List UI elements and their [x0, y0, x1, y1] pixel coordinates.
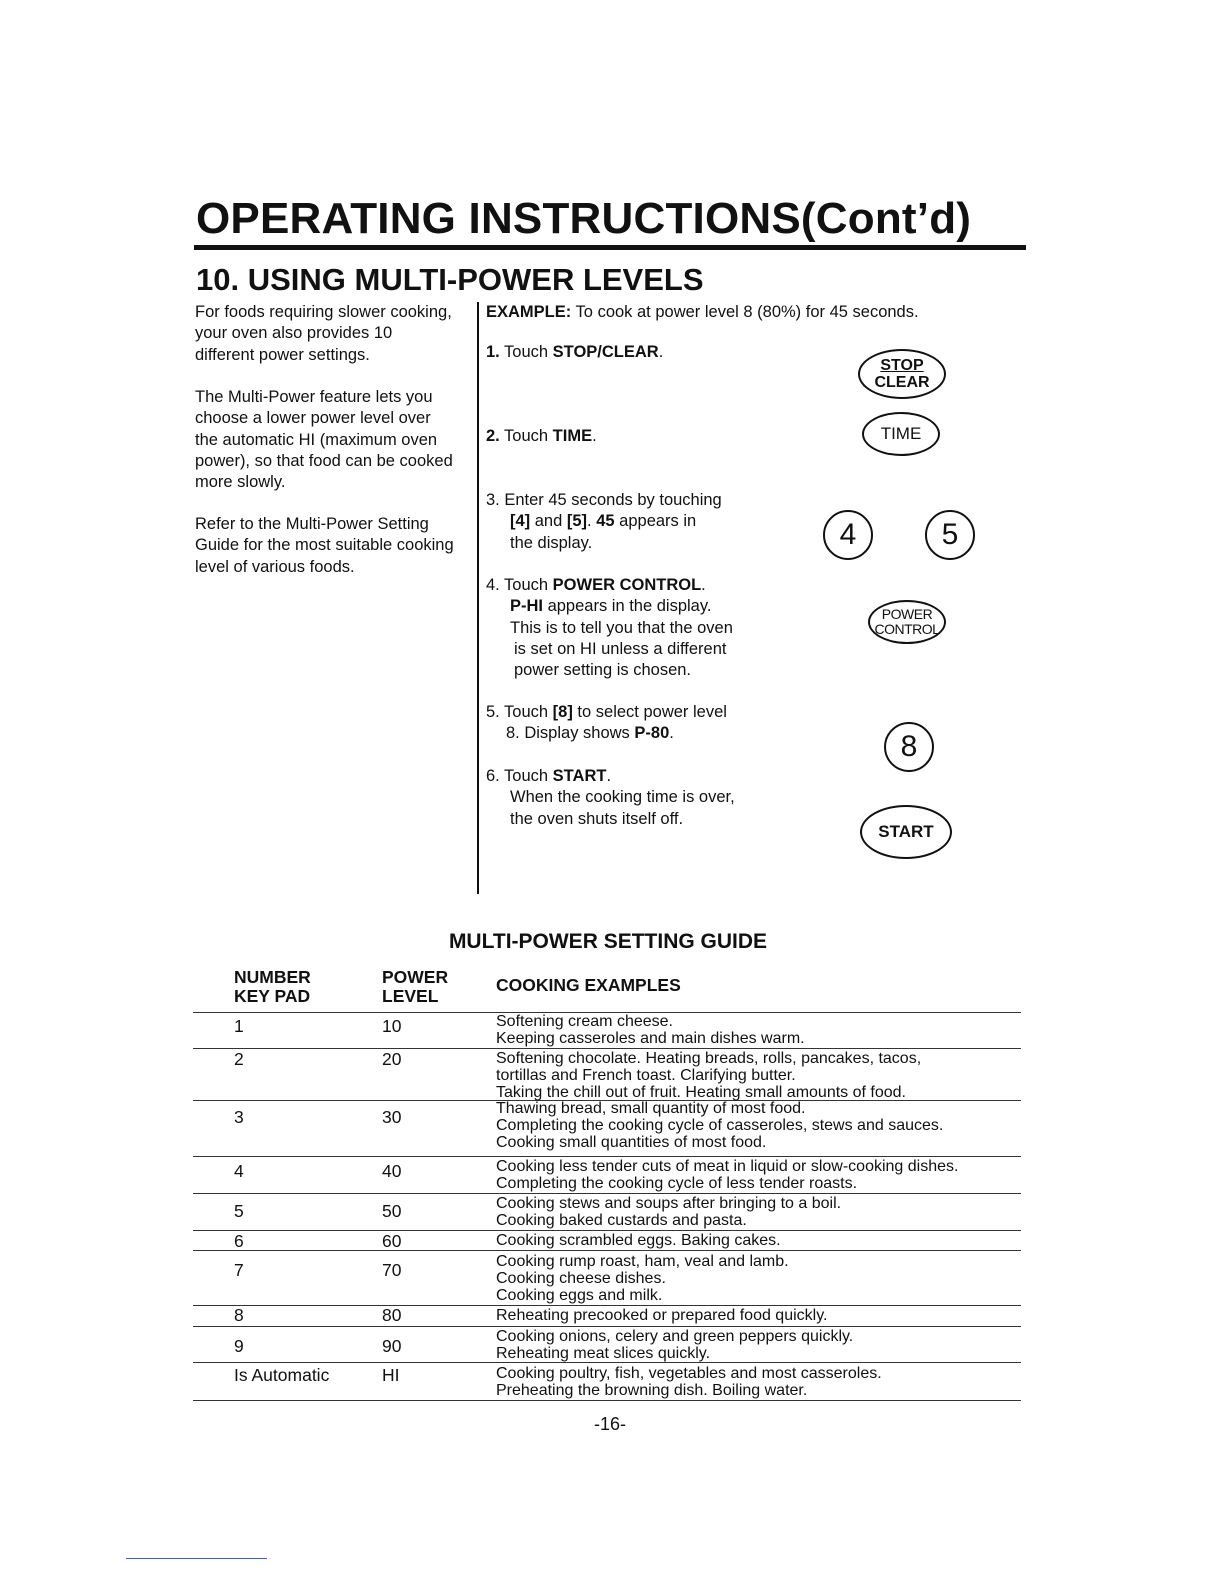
table-rule	[193, 1305, 1021, 1306]
start-key: START	[860, 805, 952, 859]
intro-line: The Multi-Power feature lets you	[195, 388, 433, 406]
step-line: power setting is chosen.	[514, 661, 692, 680]
number-key-5: 5	[925, 510, 975, 560]
row-key-pad: 1	[234, 1016, 244, 1036]
step-line: the display.	[510, 533, 593, 552]
stop-key-label: STOP	[880, 357, 924, 374]
step-text: 4. Touch	[486, 576, 553, 594]
intro-line: your oven also provides 10	[195, 324, 393, 343]
cooking-example-line: Cooking poultry, fish, vegetables and most casseroles.	[496, 1365, 882, 1382]
step-number: 2.	[486, 427, 500, 445]
intro-line: more slowly.	[195, 473, 286, 492]
row-power-level: 40	[382, 1161, 402, 1181]
intro-line: level of various foods.	[195, 557, 355, 576]
step-5	[486, 702, 727, 745]
power-control-key	[868, 600, 946, 644]
page-number	[0, 1414, 1224, 1435]
row-power-level: 90	[382, 1336, 402, 1356]
header-line: LEVEL	[382, 986, 439, 1006]
row-cooking-examples	[496, 1195, 1021, 1229]
section-title: 10. USING MULTI-POWER LEVELS	[196, 262, 704, 297]
page-title: OPERATING INSTRUCTIONS(Cont’d)	[196, 194, 972, 243]
row-key-pad: 2	[234, 1049, 244, 1069]
step-key-label: TIME	[552, 427, 593, 445]
intro-line: Refer to the Multi-Power Setting	[195, 515, 429, 533]
row-cooking-examples	[496, 1013, 1021, 1047]
step-line	[486, 511, 722, 532]
step-6	[486, 766, 735, 830]
table-rule	[193, 1230, 1021, 1231]
step-line: This is to tell you that the oven	[510, 618, 733, 637]
intro-paragraph-1	[195, 302, 485, 366]
step-text: 6. Touch	[486, 767, 553, 785]
step-key-label: START	[552, 767, 607, 785]
step-line	[486, 702, 727, 723]
cooking-example-line: Thawing bread, small quantity of most food.	[496, 1100, 806, 1117]
step-line	[486, 766, 735, 787]
row-cooking-examples	[496, 1158, 1021, 1192]
column-divider	[477, 302, 479, 894]
intro-paragraph-2	[195, 387, 485, 493]
intro-line: For foods requiring slower cooking,	[195, 303, 452, 321]
row-key-pad: 5	[234, 1201, 244, 1221]
step-line: the oven shuts itself off.	[510, 809, 684, 828]
table-rule	[193, 1156, 1021, 1157]
row-cooking-examples	[496, 1307, 1021, 1324]
table-rule	[193, 1362, 1021, 1363]
header-line: POWER	[382, 967, 449, 987]
step-4	[486, 575, 733, 681]
intro-paragraph-3	[195, 514, 485, 578]
intro-line: Guide for the most suitable cooking	[195, 536, 454, 555]
number-key-4: 4	[823, 510, 873, 560]
step-text: .	[592, 427, 597, 445]
clear-key-label: CLEAR	[874, 374, 930, 391]
step-3	[486, 490, 722, 554]
cooking-example-line: Cooking eggs and milk.	[496, 1287, 663, 1304]
step-key-label: STOP/CLEAR	[552, 343, 659, 361]
table-rule	[193, 1400, 1021, 1401]
cooking-example-line: Keeping casseroles and main dishes warm.	[496, 1030, 805, 1047]
step-display-value: P-80	[634, 724, 670, 743]
guide-title	[0, 930, 1224, 954]
cooking-example-line: Softening chocolate. Heating breads, rolls, pancakes, tacos,	[496, 1050, 922, 1067]
step-number: 1.	[486, 343, 500, 361]
header-line: NUMBER	[234, 967, 311, 987]
control-key-label: CONTROL	[874, 621, 940, 637]
step-text: .	[669, 724, 674, 743]
row-key-pad: 9	[234, 1336, 244, 1356]
row-cooking-examples	[496, 1050, 1021, 1101]
cooking-example-line: Cooking onions, celery and green peppers quickly.	[496, 1328, 854, 1345]
header-number-key-pad	[234, 968, 311, 1006]
step-text: .	[606, 767, 612, 785]
row-power-level: 10	[382, 1016, 402, 1036]
step-text: and	[530, 512, 567, 531]
step-text: to select power level	[572, 703, 727, 721]
intro-line: the automatic HI (maximum oven	[195, 430, 438, 449]
step-display-value: 45	[596, 512, 615, 531]
table-rule	[193, 1326, 1021, 1327]
cooking-example-line: Cooking baked custards and pasta.	[496, 1212, 747, 1229]
cooking-example-line: Taking the chill out of fruit. Heating small amounts of food.	[496, 1084, 906, 1101]
table-rule	[193, 1250, 1021, 1251]
example-label: EXAMPLE:	[486, 303, 572, 321]
stop-clear-key	[858, 349, 946, 399]
cooking-example-line: tortillas and French toast. Clarifying butter.	[496, 1067, 796, 1084]
header-cooking-examples: COOKING EXAMPLES	[496, 975, 681, 995]
row-power-level: HI	[382, 1365, 400, 1385]
row-key-pad: 7	[234, 1260, 244, 1280]
row-power-level: 70	[382, 1260, 402, 1280]
step-text: .	[658, 343, 664, 361]
step-line	[486, 575, 733, 596]
row-key-pad: 3	[234, 1107, 244, 1127]
step-text: .	[701, 576, 706, 594]
step-key-label: [8]	[552, 703, 573, 721]
cooking-example-line: Cooking rump roast, ham, veal and lamb.	[496, 1253, 789, 1270]
cooking-example-line: Cooking cheese dishes.	[496, 1270, 666, 1287]
row-cooking-examples	[496, 1253, 1021, 1304]
cooking-example-line: Cooking less tender cuts of meat in liquid or slow-cooking dishes.	[496, 1158, 959, 1175]
cooking-example-line: Softening cream cheese.	[496, 1013, 673, 1030]
row-power-level: 30	[382, 1107, 402, 1127]
row-power-level: 80	[382, 1305, 402, 1325]
step-text: 8. Display shows	[506, 724, 635, 743]
cooking-example-line: Completing the cooking cycle of casseroles, stews and sauces.	[496, 1117, 944, 1134]
intro-line: different power settings.	[195, 345, 370, 364]
intro-line: power), so that food can be cooked	[195, 451, 453, 470]
header-power-level	[382, 968, 448, 1006]
cooking-example-line: Cooking scrambled eggs. Baking cakes.	[496, 1232, 781, 1249]
step-text: appears in	[614, 512, 697, 531]
step-text: Touch	[499, 343, 553, 361]
row-power-level: 60	[382, 1231, 402, 1251]
step-key-label: POWER CONTROL	[552, 576, 702, 594]
cooking-example-line: Reheating meat slices quickly.	[496, 1345, 711, 1362]
step-line	[486, 596, 733, 617]
number-key-8: 8	[884, 722, 934, 772]
step-2	[486, 426, 597, 447]
step-line: 3. Enter 45 seconds by touching	[486, 491, 722, 509]
step-line: is set on HI unless a different	[514, 639, 727, 658]
example-text: To cook at power level 8 (80%) for 45 seconds.	[571, 303, 919, 321]
time-key: TIME	[862, 412, 940, 456]
row-cooking-examples	[496, 1365, 1021, 1399]
intro-line: choose a lower power level over	[195, 409, 431, 428]
row-cooking-examples	[496, 1328, 1021, 1362]
page-number-text: -16-	[593, 1414, 626, 1434]
cooking-example-line: Completing the cooking cycle of less tender roasts.	[496, 1175, 858, 1192]
example-line	[486, 302, 919, 323]
row-key-pad: 4	[234, 1161, 244, 1181]
table-rule	[193, 1048, 1021, 1049]
row-power-level: 20	[382, 1049, 402, 1069]
step-display-value: P-HI	[510, 597, 543, 616]
row-key-pad: 6	[234, 1231, 244, 1251]
cooking-example-line: Preheating the browning dish. Boiling water.	[496, 1382, 808, 1399]
title-rule	[194, 245, 1026, 250]
step-text: 5. Touch	[486, 703, 553, 721]
row-key-pad: 8	[234, 1305, 244, 1325]
guide-title-text: MULTI-POWER SETTING GUIDE	[448, 930, 768, 953]
step-text: appears in the display.	[543, 597, 712, 616]
step-line: When the cooking time is over,	[510, 788, 735, 807]
step-line	[486, 723, 727, 744]
row-power-level: 50	[382, 1201, 402, 1221]
step-1	[486, 342, 663, 363]
cooking-example-line: Reheating precooked or prepared food quickly.	[496, 1307, 828, 1324]
step-key-label: [5]	[566, 512, 588, 531]
cooking-example-line: Cooking small quantities of most food.	[496, 1134, 767, 1151]
header-line: KEY PAD	[234, 986, 311, 1006]
row-cooking-examples	[496, 1232, 1021, 1249]
scan-edge-line	[126, 1558, 267, 1559]
step-text: .	[587, 512, 597, 531]
power-key-label: POWER	[881, 606, 933, 622]
table-rule	[193, 1193, 1021, 1194]
row-key-pad: Is Automatic	[234, 1365, 330, 1385]
step-key-label: [4]	[510, 512, 531, 531]
step-text: Touch	[499, 427, 553, 445]
cooking-example-line: Cooking stews and soups after bringing to a boil.	[496, 1195, 842, 1212]
row-cooking-examples	[496, 1100, 1021, 1151]
